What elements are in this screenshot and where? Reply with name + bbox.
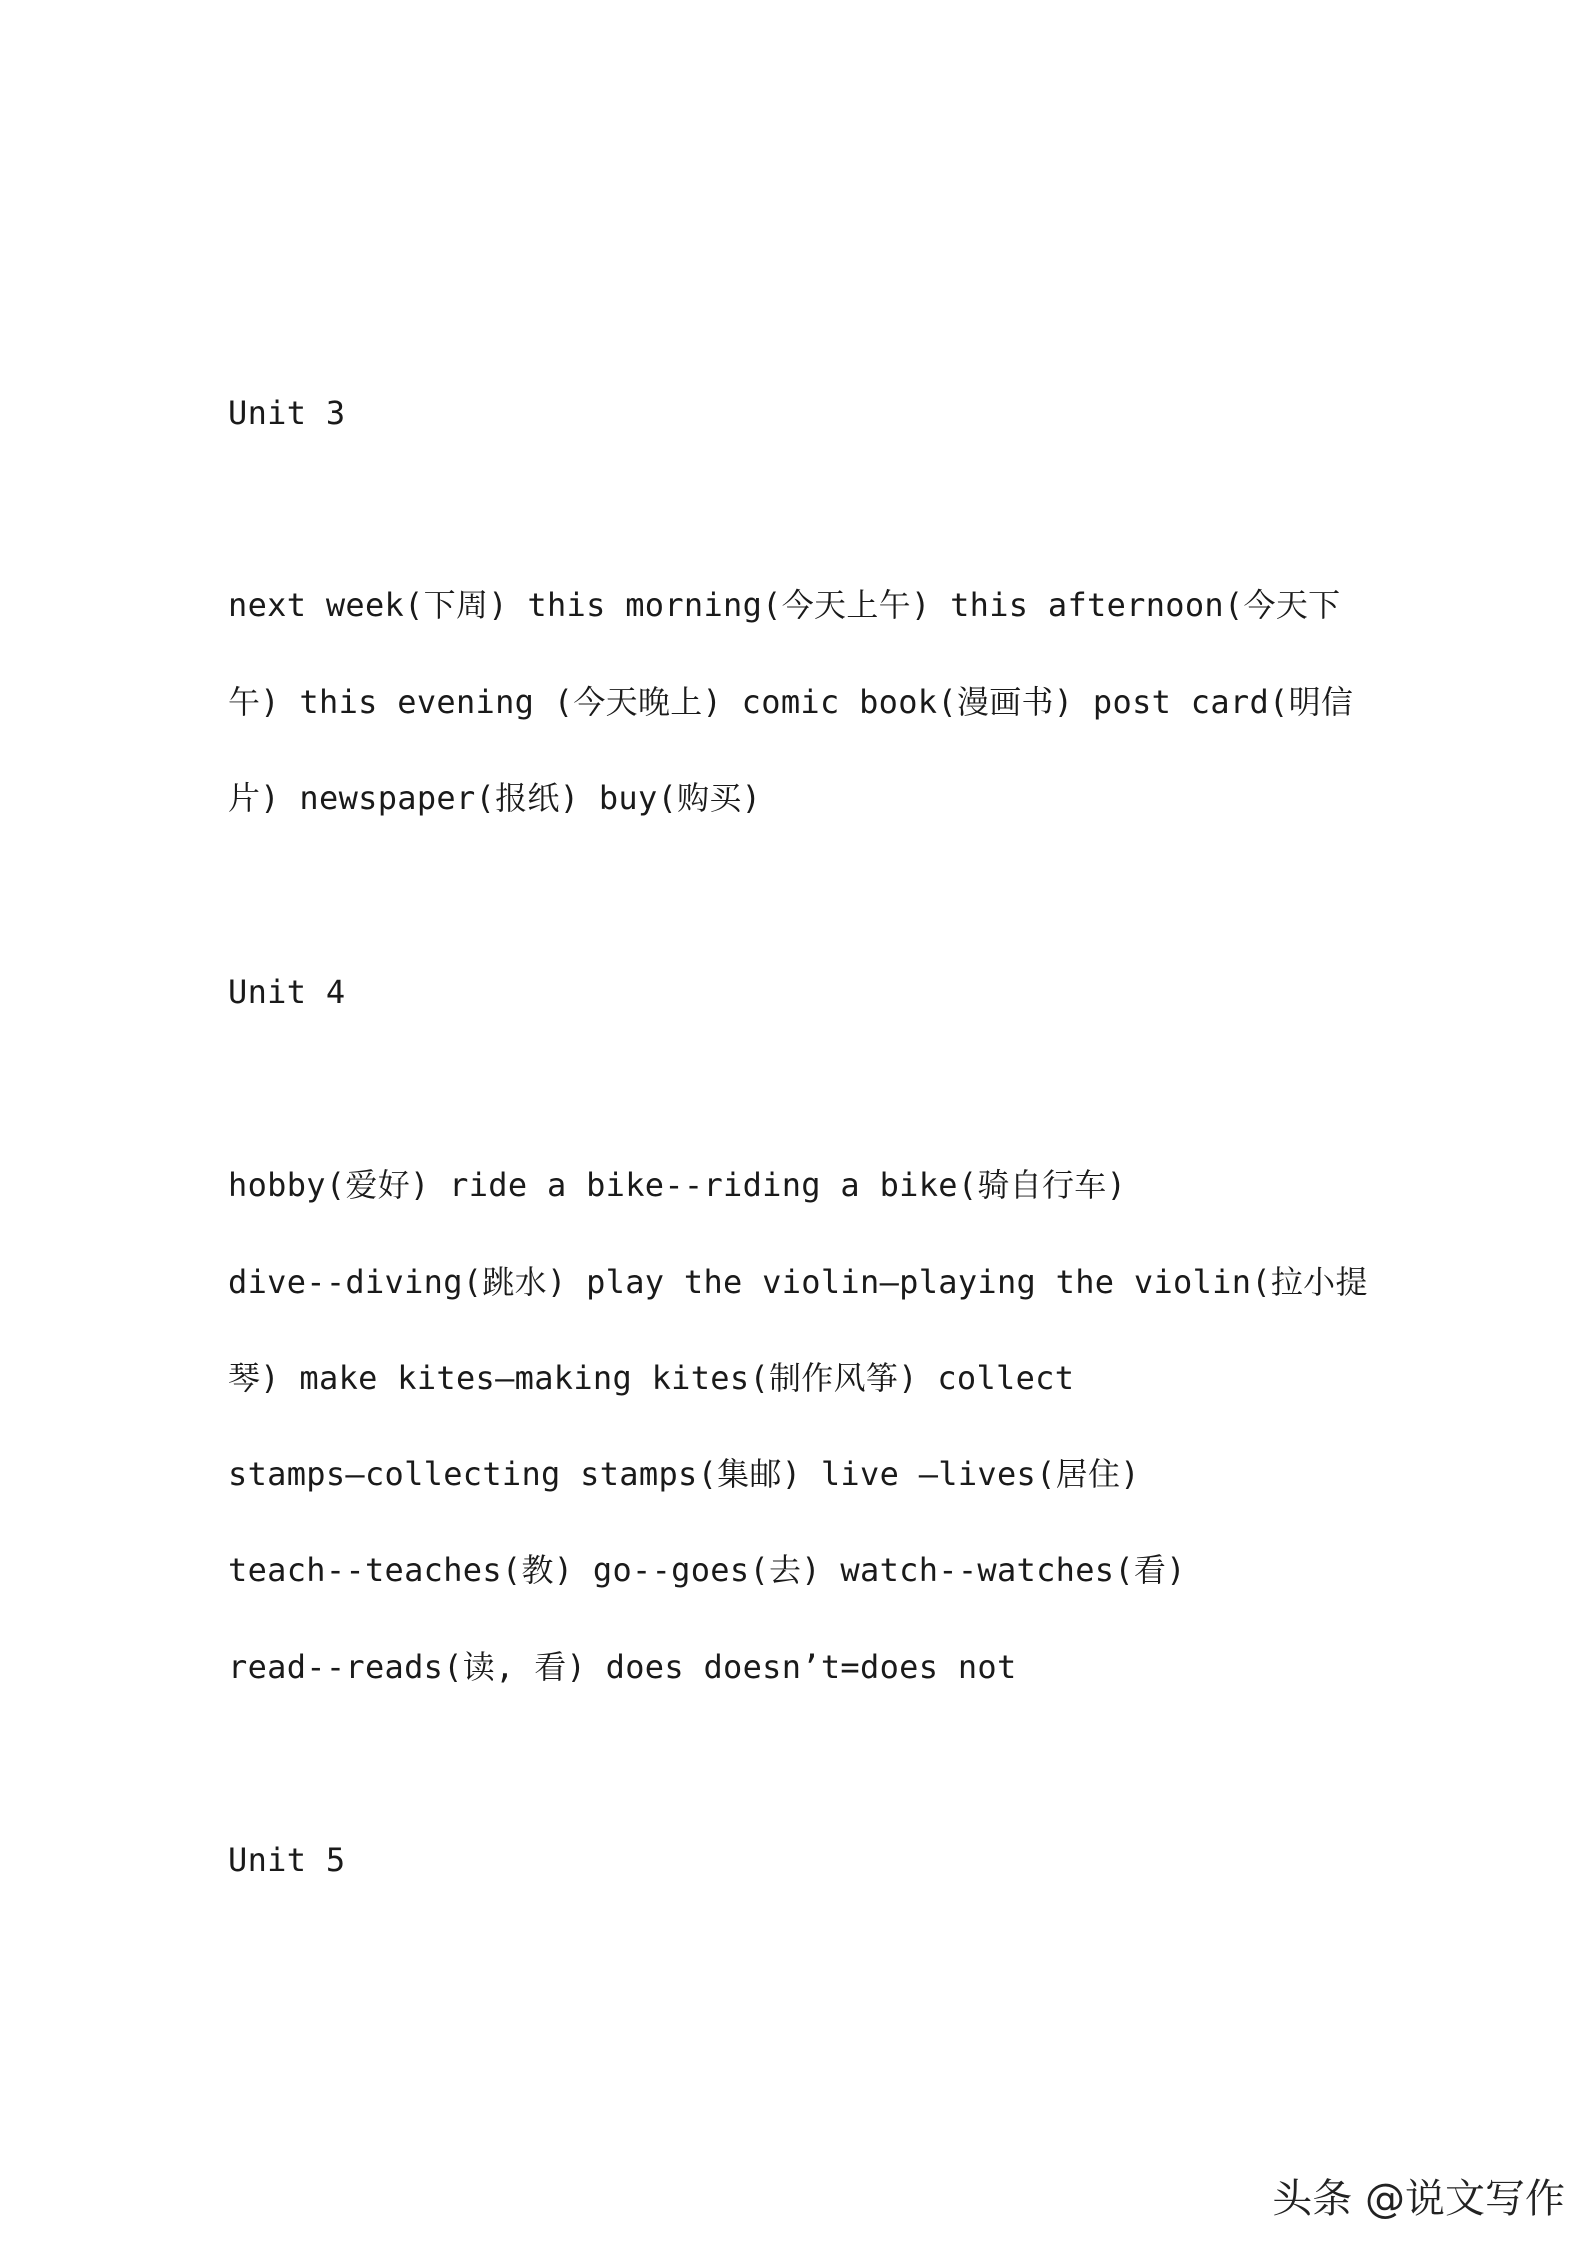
unit-4-line-6: read--reads(读, 看) does doesn’t=does not xyxy=(228,1648,1017,1686)
unit-3-line-2: 午) this evening (今天晚上) comic book(漫画书) post card(明信 xyxy=(228,683,1354,721)
unit-3-heading: Unit 3 xyxy=(228,394,346,432)
unit-4-heading: Unit 4 xyxy=(228,973,346,1011)
unit-5-heading: Unit 5 xyxy=(228,1841,346,1879)
unit-3-line-3: 片) newspaper(报纸) buy(购买) xyxy=(228,779,762,817)
unit-4-line-1: hobby(爱好) ride a bike--riding a bike(骑自行车) xyxy=(228,1166,1127,1204)
watermark: 头条 @说文写作 xyxy=(1272,2176,1565,2222)
unit-4-line-2: dive--diving(跳水) play the violin—playing the violin(拉小提 xyxy=(228,1263,1368,1301)
unit-4-line-3: 琴) make kites—making kites(制作风筝) collect xyxy=(228,1359,1075,1397)
unit-4-line-4: stamps—collecting stamps(集邮) live –lives(居住) xyxy=(228,1455,1140,1493)
unit-3-line-1: next week(下周) this morning(今天上午) this afternoon(今天下 xyxy=(228,586,1341,624)
unit-4-line-5: teach--teaches(教) go--goes(去) watch--watches(看) xyxy=(228,1551,1186,1589)
